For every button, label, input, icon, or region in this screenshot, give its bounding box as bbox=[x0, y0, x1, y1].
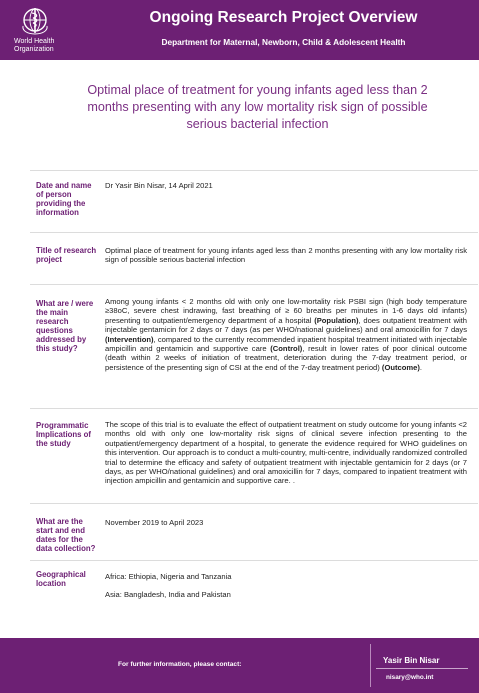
header-banner bbox=[0, 0, 479, 60]
location-value bbox=[105, 572, 467, 609]
location-label: Geographical location bbox=[36, 570, 86, 588]
dates-value: November 2019 to April 2023 bbox=[105, 518, 204, 527]
questions-intervention: (Intervention) bbox=[105, 334, 154, 344]
questions-text: , does outpatient treatment with injectable gentamicin for 2 days or 7 days (as per WHO/national guidelines) and oral amoxicillin for 7 days bbox=[105, 315, 467, 335]
org-line-2: Organization bbox=[14, 46, 54, 53]
implications-label: Programmatic Implications of the study bbox=[36, 421, 92, 448]
dates-label: What are the start and end dates for the data collection? bbox=[36, 517, 96, 553]
footer-rule bbox=[376, 668, 468, 669]
location-asia: Asia: Bangladesh, India and Pakistan bbox=[105, 590, 231, 600]
implications-value: The scope of this trial is to evaluate the effect of outpatient treatment on study outcome for young infants <2 months old with only one low-mortality risk signs of clinical severe infection presenting to the outpatient/emergency department of a hospital, to generate the evidence required for WHO guidelines on this intervention. Our approach is to conduct a multi-country, multi-centre, individually randomized controlled trial to determine the efficacy and safety of outpatient treatment with injectable gentamicin for 2 days (or 7 days, as per WHO/national guidelines) and oral amoxicillin for 7 days, compared to inpatient treatment with injection ampicillin and gentamicin and supportive care. . bbox=[105, 420, 468, 486]
questions-text: . bbox=[419, 362, 423, 372]
section-divider bbox=[30, 170, 478, 171]
contact-label: Date and name of person providing the information bbox=[36, 181, 92, 217]
footer-banner bbox=[0, 638, 479, 693]
header-subtitle: Department for Maternal, Newborn, Child & Adolescent Health bbox=[161, 37, 406, 47]
questions-text: Among young infants < 2 months old with only one low-mortality risk PSBI sign (high body temperature ≥38oC, severe chest indrawing, fast breathing of ≥ 60 breaths per minutes in 1-6 days old infants) presenting to outpatient/emergency department of a hospital bbox=[105, 297, 467, 325]
section-divider bbox=[30, 560, 478, 561]
location-africa: Africa: Ethiopia, Nigeria and Tanzania bbox=[105, 572, 232, 581]
questions-outcome: (Outcome) bbox=[381, 362, 420, 372]
who-wordmark bbox=[14, 38, 54, 54]
contact-name: Yasir Bin Nisar bbox=[383, 656, 440, 665]
footer-info: For further information, please contact: bbox=[118, 661, 242, 668]
section-divider bbox=[30, 408, 478, 409]
project-title-label: Title of research project bbox=[36, 246, 97, 264]
questions-label: What are / were the main research questions addressed by this study? bbox=[36, 299, 94, 353]
questions-text: , compared to the currently recommended inpatient hospital treatment initiated with injectable ampicillin and gentamicin and supportive care bbox=[105, 334, 467, 354]
document-title: Optimal place of treatment for young infants aged less than 2 months presenting with any low mortality risk sign of possible serious bacterial infection bbox=[87, 83, 428, 131]
who-logo bbox=[8, 6, 88, 54]
questions-population: (Population) bbox=[314, 315, 359, 325]
who-emblem-icon bbox=[20, 6, 50, 36]
questions-text: , result in lower rates of poor clinical outcome (death within 2 weeks of initiation of treatment, deterioration during the 7-day treatment period, or persistence of the presenting sign of CSI at the end of the 7-day treatment period) bbox=[105, 344, 467, 372]
section-divider bbox=[30, 284, 478, 285]
section-divider bbox=[30, 503, 478, 504]
questions-control: (Control) bbox=[270, 344, 303, 354]
org-line-1: World Health bbox=[14, 38, 55, 45]
section-divider bbox=[30, 232, 478, 233]
footer-divider bbox=[370, 644, 371, 687]
contact-email[interactable]: nisary@who.int bbox=[386, 674, 434, 681]
questions-value bbox=[105, 297, 467, 372]
header-title: Ongoing Research Project Overview bbox=[149, 9, 418, 26]
contact-value: Dr Yasir Bin Nisar, 14 April 2021 bbox=[105, 181, 213, 190]
project-title-value: Optimal place of treatment for young infants aged less than 2 months presenting with any low mortality risk sign of possible serious bacterial infection bbox=[105, 246, 467, 265]
